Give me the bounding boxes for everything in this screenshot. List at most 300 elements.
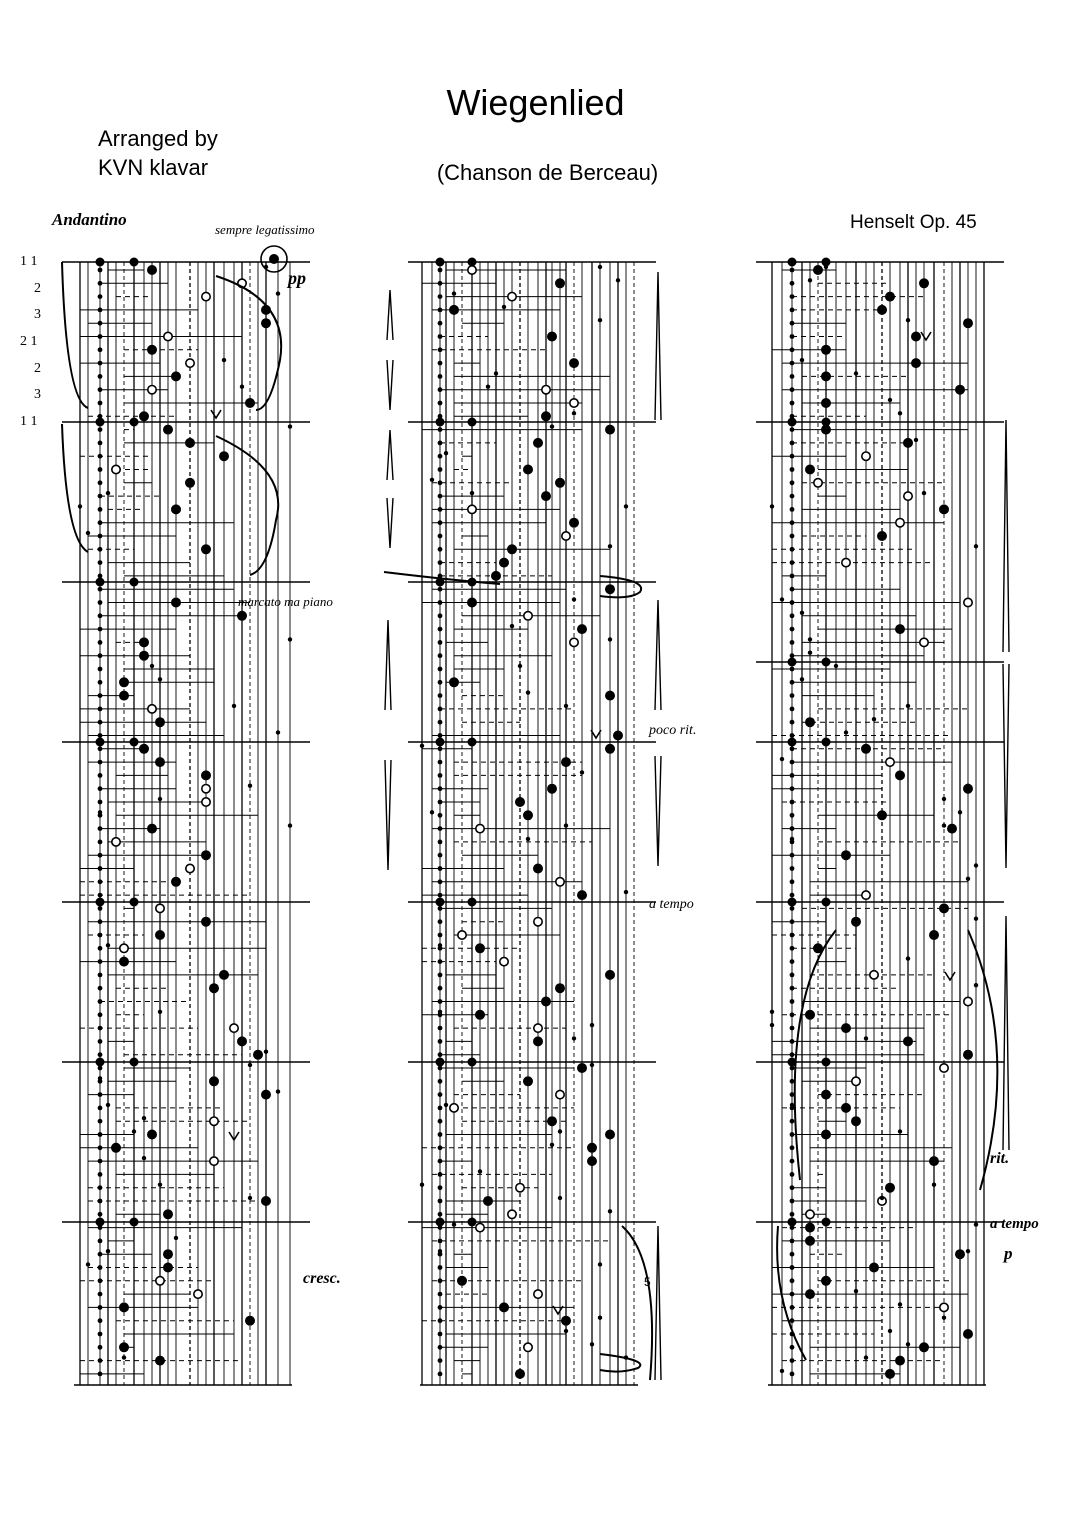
lh-dot <box>790 667 795 672</box>
lh-dot <box>790 866 795 871</box>
lh-dot <box>438 308 443 313</box>
lh-dot <box>438 680 443 685</box>
lh-dot <box>98 374 103 379</box>
arranger-label: Arranged by <box>98 126 218 151</box>
bar-note <box>436 418 445 427</box>
fingering-7: 1 1 <box>20 414 38 429</box>
lh-dot <box>98 480 103 485</box>
open-note <box>524 1343 532 1351</box>
small-dot <box>98 1076 102 1080</box>
lh-dot <box>98 600 103 605</box>
open-note <box>450 1104 458 1112</box>
small-dot <box>158 677 162 681</box>
dynamic-p: p <box>1004 1244 1013 1263</box>
small-dot <box>780 1369 784 1373</box>
lh-dot <box>438 786 443 791</box>
lh-dot <box>438 879 443 884</box>
lh-dot <box>98 946 103 951</box>
lh-dot <box>438 560 443 565</box>
small-dot <box>922 491 926 495</box>
lh-dot <box>438 853 443 858</box>
lh-dot <box>438 760 443 765</box>
bar-note <box>130 1058 139 1067</box>
lh-dot <box>438 1278 443 1283</box>
lh-dot <box>98 826 103 831</box>
open-note <box>194 1290 202 1298</box>
small-dot <box>590 1023 594 1027</box>
lh-dot <box>98 454 103 459</box>
filled-note <box>202 918 210 926</box>
bar-note <box>130 898 139 907</box>
lh-dot <box>438 893 443 898</box>
small-dot <box>942 823 946 827</box>
open-note <box>210 1117 218 1125</box>
lh-dot <box>98 1026 103 1031</box>
filled-note <box>822 1130 830 1138</box>
filled-note <box>912 332 920 340</box>
bar-note <box>96 578 105 587</box>
small-dot <box>624 504 628 508</box>
lh-dot <box>438 1132 443 1137</box>
lh-dot <box>790 1265 795 1270</box>
lh-dot <box>98 361 103 366</box>
lh-dot <box>438 707 443 712</box>
lh-dot <box>790 587 795 592</box>
lh-dot <box>790 879 795 884</box>
small-dot <box>106 943 110 947</box>
small-dot <box>572 597 576 601</box>
filled-note <box>606 971 614 979</box>
filled-note <box>556 479 564 487</box>
filled-note <box>842 1024 850 1032</box>
filled-note <box>956 386 964 394</box>
lh-dot <box>438 919 443 924</box>
small-dot <box>526 690 530 694</box>
lh-dot <box>790 1212 795 1217</box>
lh-dot <box>98 866 103 871</box>
lh-dot <box>438 906 443 911</box>
lh-dot <box>438 387 443 392</box>
small-dot <box>872 717 876 721</box>
filled-note <box>120 691 128 699</box>
filled-note <box>148 346 156 354</box>
fingering-4: 2 1 <box>20 334 38 349</box>
bar-note <box>130 258 139 267</box>
open-note <box>562 532 570 540</box>
small-dot <box>844 730 848 734</box>
slur <box>62 424 88 552</box>
small-dot <box>864 1355 868 1359</box>
accent-arrow-icon <box>945 972 955 980</box>
lh-dot <box>98 281 103 286</box>
filled-note <box>896 625 904 633</box>
small-dot <box>438 1010 442 1014</box>
lh-dot <box>98 560 103 565</box>
filled-note <box>120 678 128 686</box>
lh-dot <box>790 707 795 712</box>
lh-dot <box>98 959 103 964</box>
lh-dot <box>790 733 795 738</box>
filled-note <box>120 1343 128 1351</box>
filled-note <box>896 771 904 779</box>
lh-dot <box>438 1199 443 1204</box>
filled-note <box>220 971 228 979</box>
lh-dot <box>98 587 103 592</box>
lh-dot <box>790 401 795 406</box>
filled-note <box>570 359 578 367</box>
small-dot <box>452 1222 456 1226</box>
small-dot <box>966 877 970 881</box>
lh-dot <box>98 999 103 1004</box>
open-note <box>886 758 894 766</box>
filled-note <box>878 306 886 314</box>
small-dot <box>264 1050 268 1054</box>
lh-dot <box>790 1358 795 1363</box>
small-dot <box>616 278 620 282</box>
filled-note <box>164 1210 172 1218</box>
lh-dot <box>438 1185 443 1190</box>
lh-dot <box>438 1092 443 1097</box>
lh-dot <box>790 800 795 805</box>
filled-note <box>562 1317 570 1325</box>
small-dot <box>608 544 612 548</box>
small-dot <box>942 797 946 801</box>
lh-dot <box>790 786 795 791</box>
lh-dot <box>790 1052 795 1057</box>
small-dot <box>470 491 474 495</box>
filled-note <box>534 864 542 872</box>
open-note <box>112 465 120 473</box>
filled-note <box>202 771 210 779</box>
bar-note <box>468 738 477 747</box>
filled-note <box>148 824 156 832</box>
lh-dot <box>790 746 795 751</box>
lh-dot <box>98 640 103 645</box>
lh-dot <box>98 534 103 539</box>
lh-dot <box>438 347 443 352</box>
small-dot <box>800 677 804 681</box>
small-dot <box>898 1302 902 1306</box>
lh-dot <box>790 853 795 858</box>
lh-dot <box>438 321 443 326</box>
small-dot <box>106 1103 110 1107</box>
lh-dot <box>98 1252 103 1257</box>
small-dot <box>106 1249 110 1253</box>
small-dot <box>974 544 978 548</box>
lh-dot <box>790 613 795 618</box>
lh-dot <box>438 1119 443 1124</box>
small-dot <box>78 504 82 508</box>
lh-dot <box>98 1119 103 1124</box>
small-dot <box>276 1089 280 1093</box>
small-dot <box>86 531 90 535</box>
lh-dot <box>790 281 795 286</box>
small-dot <box>550 424 554 428</box>
small-dot <box>572 411 576 415</box>
filled-note <box>878 811 886 819</box>
lh-dot <box>790 387 795 392</box>
bar-note <box>436 738 445 747</box>
lh-dot <box>438 1332 443 1337</box>
lh-dot <box>790 720 795 725</box>
filled-note <box>822 372 830 380</box>
filled-note <box>870 1263 878 1271</box>
small-dot <box>914 438 918 442</box>
filled-note <box>904 1037 912 1045</box>
lh-dot <box>98 1039 103 1044</box>
lh-dot <box>98 1278 103 1283</box>
lh-dot <box>790 1172 795 1177</box>
small-dot <box>906 1342 910 1346</box>
filled-note <box>548 785 556 793</box>
lh-dot <box>438 600 443 605</box>
lh-dot <box>438 973 443 978</box>
open-note <box>534 918 542 926</box>
small-dot <box>248 1063 252 1067</box>
filled-note <box>912 359 920 367</box>
lh-dot <box>98 1132 103 1137</box>
lh-dot <box>790 441 795 446</box>
filled-note <box>238 612 246 620</box>
lh-dot <box>438 374 443 379</box>
open-note <box>862 452 870 460</box>
open-note <box>202 798 210 806</box>
small-dot <box>598 265 602 269</box>
lh-dot <box>790 534 795 539</box>
filled-note <box>886 292 894 300</box>
lh-dot <box>438 268 443 273</box>
lh-dot <box>98 853 103 858</box>
filled-note <box>556 984 564 992</box>
lh-dot <box>438 587 443 592</box>
slur <box>968 930 997 1190</box>
open-note <box>186 864 194 872</box>
filled-note <box>964 1330 972 1338</box>
open-note <box>524 612 532 620</box>
filled-note <box>806 465 814 473</box>
bar-note <box>788 258 797 267</box>
lh-dot <box>790 760 795 765</box>
hairpin <box>1003 916 1009 1150</box>
lh-dot <box>438 1345 443 1350</box>
filled-note <box>886 1370 894 1378</box>
small-dot <box>898 411 902 415</box>
open-note <box>862 891 870 899</box>
filled-note <box>814 266 822 274</box>
lh-dot <box>98 520 103 525</box>
lh-dot <box>98 294 103 299</box>
lh-dot <box>790 1119 795 1124</box>
small-dot <box>288 637 292 641</box>
small-dot <box>240 385 244 389</box>
lh-dot <box>98 1012 103 1017</box>
lh-dot <box>98 1372 103 1377</box>
filled-note <box>172 598 180 606</box>
small-dot <box>288 424 292 428</box>
lh-dot <box>790 1278 795 1283</box>
lh-dot <box>790 467 795 472</box>
lh-dot <box>98 1212 103 1217</box>
filled-note <box>148 266 156 274</box>
lh-dot <box>98 494 103 499</box>
bar-note <box>130 1218 139 1227</box>
filled-note <box>164 1250 172 1258</box>
small-dot <box>174 1236 178 1240</box>
filled-note <box>896 1356 904 1364</box>
small-dot <box>808 651 812 655</box>
filled-note <box>484 1197 492 1205</box>
filled-note <box>940 904 948 912</box>
lh-dot <box>438 653 443 658</box>
filled-note <box>246 1317 254 1325</box>
lh-dot <box>98 733 103 738</box>
lh-dot <box>98 1345 103 1350</box>
lh-dot <box>438 547 443 552</box>
lh-dot <box>438 1145 443 1150</box>
open-note <box>186 359 194 367</box>
small-dot <box>232 704 236 708</box>
small-dot <box>518 664 522 668</box>
small-dot <box>854 371 858 375</box>
small-dot <box>558 1129 562 1133</box>
lh-dot <box>438 840 443 845</box>
lh-dot <box>790 294 795 299</box>
bar-note <box>96 258 105 267</box>
lh-dot <box>790 600 795 605</box>
filled-note <box>964 1051 972 1059</box>
lh-dot <box>790 361 795 366</box>
lh-dot <box>438 1212 443 1217</box>
filled-note <box>186 439 194 447</box>
bar-note <box>130 738 139 747</box>
lh-dot <box>98 840 103 845</box>
lh-dot <box>98 1145 103 1150</box>
lh-dot <box>790 321 795 326</box>
lh-dot <box>438 1239 443 1244</box>
hairpin <box>387 290 393 340</box>
small-dot <box>222 358 226 362</box>
slur <box>62 262 88 408</box>
open-note <box>508 1210 516 1218</box>
lh-dot <box>438 441 443 446</box>
lh-dot <box>438 959 443 964</box>
filled-note <box>578 625 586 633</box>
lh-dot <box>438 773 443 778</box>
lh-dot <box>98 693 103 698</box>
lh-dot <box>790 520 795 525</box>
small-dot <box>452 291 456 295</box>
lh-dot <box>790 547 795 552</box>
lh-dot <box>98 653 103 658</box>
bar-note <box>130 578 139 587</box>
lh-dot <box>438 534 443 539</box>
lh-dot <box>790 1026 795 1031</box>
lh-dot <box>790 919 795 924</box>
open-note <box>112 838 120 846</box>
bar-note <box>130 418 139 427</box>
hairpin <box>387 498 393 548</box>
open-note <box>904 492 912 500</box>
small-dot <box>158 1010 162 1014</box>
lh-dot <box>438 494 443 499</box>
filled-note <box>476 944 484 952</box>
open-note <box>148 705 156 713</box>
filled-note <box>534 1037 542 1045</box>
open-note <box>896 519 904 527</box>
small-dot <box>98 810 102 814</box>
a-tempo-marking-1: a tempo <box>649 897 694 912</box>
fingering-1: 1 1 <box>20 254 38 269</box>
filled-note <box>164 425 172 433</box>
filled-note <box>524 1077 532 1085</box>
lh-dot <box>790 999 795 1004</box>
filled-note <box>548 332 556 340</box>
lh-dot <box>790 773 795 778</box>
lh-dot <box>98 1172 103 1177</box>
lh-dot <box>98 680 103 685</box>
lh-dot <box>98 387 103 392</box>
filled-note <box>956 1250 964 1258</box>
small-dot <box>864 1036 868 1040</box>
lh-dot <box>98 427 103 432</box>
filled-note <box>508 545 516 553</box>
small-dot <box>580 770 584 774</box>
marcato-direction: marcato ma piano <box>238 594 333 609</box>
hairpin <box>655 756 661 866</box>
filled-note <box>210 984 218 992</box>
hairpin <box>655 600 661 710</box>
open-note <box>476 1223 484 1231</box>
lh-dot <box>438 627 443 632</box>
filled-note <box>822 346 830 354</box>
lh-dot <box>438 933 443 938</box>
small-dot <box>558 1196 562 1200</box>
small-dot <box>880 1196 884 1200</box>
bar-note <box>788 418 797 427</box>
accent-arrow-icon <box>211 410 221 418</box>
lh-dot <box>438 427 443 432</box>
fingering-3: 3 <box>34 307 41 322</box>
lh-dot <box>790 893 795 898</box>
page-subtitle: (Chanson de Berceau) <box>436 160 659 185</box>
small-dot <box>430 810 434 814</box>
lh-dot <box>98 441 103 446</box>
filled-note <box>570 519 578 527</box>
filled-note <box>262 319 270 327</box>
bar-note <box>436 258 445 267</box>
small-dot <box>572 1036 576 1040</box>
lh-dot <box>438 1265 443 1270</box>
filled-note <box>948 824 956 832</box>
lh-dot <box>790 494 795 499</box>
small-dot <box>510 624 514 628</box>
fingering-2: 2 <box>34 281 41 296</box>
lh-dot <box>438 1026 443 1031</box>
open-note <box>842 558 850 566</box>
bar-note <box>822 258 831 267</box>
small-dot <box>590 1063 594 1067</box>
filled-note <box>500 1303 508 1311</box>
lh-dot <box>790 347 795 352</box>
small-dot <box>276 730 280 734</box>
filled-note <box>164 1263 172 1271</box>
filled-note <box>458 1277 466 1285</box>
filled-note <box>262 1197 270 1205</box>
small-dot <box>854 1289 858 1293</box>
lh-dot <box>438 361 443 366</box>
small-dot <box>158 1183 162 1187</box>
lh-dot <box>98 334 103 339</box>
